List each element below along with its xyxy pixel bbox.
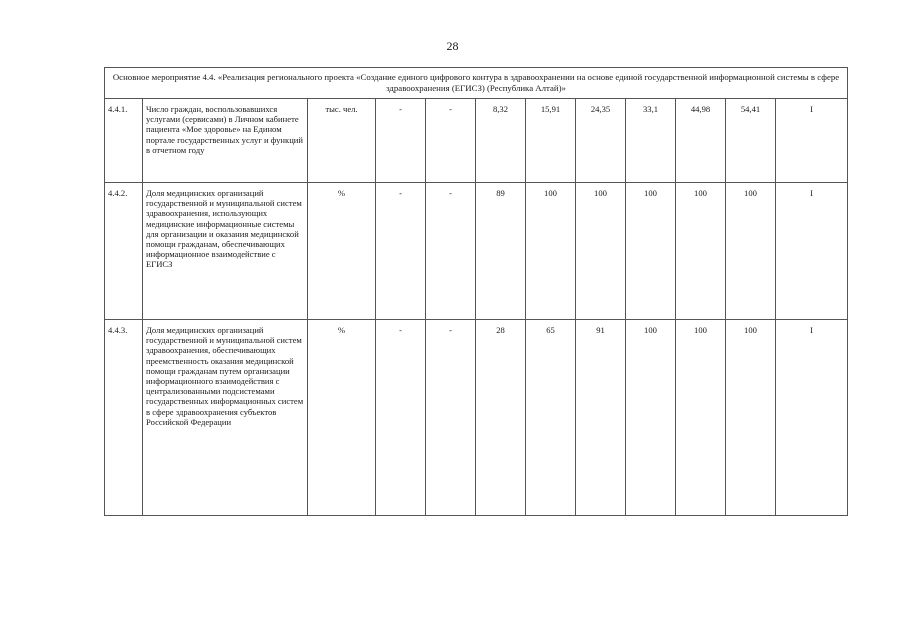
indicator-value: 15,91 bbox=[526, 99, 576, 183]
indicator-value: 44,98 bbox=[676, 99, 726, 183]
indicator-value: 100 bbox=[726, 320, 776, 516]
indicator-value: 8,32 bbox=[476, 99, 526, 183]
indicator-value: 89 bbox=[476, 183, 526, 320]
indicator-number: 4.4.1. bbox=[105, 99, 143, 183]
indicator-value: 100 bbox=[626, 183, 676, 320]
indicator-value: - bbox=[426, 99, 476, 183]
indicator-value: 91 bbox=[576, 320, 626, 516]
table-row bbox=[105, 99, 848, 183]
indicator-value: 28 bbox=[476, 320, 526, 516]
indicators-table bbox=[104, 67, 848, 516]
indicator-value: 100 bbox=[726, 183, 776, 320]
indicator-value: - bbox=[376, 99, 426, 183]
section-header: Основное мероприятие 4.4. «Реализация регионального проекта «Создание единого цифрового контура в здравоохранении на основе единой государственной информационной системы в сфере здравоохранения (ЕГИСЗ) (Республика Алтай)» bbox=[105, 68, 848, 99]
indicator-name: Число граждан, воспользовавшихся услугами (сервисами) в Личном кабинете пациента «Мое здоровье» на Едином портале государственных услуг и функций в отчетном году bbox=[143, 99, 308, 183]
indicator-unit: тыс. чел. bbox=[308, 99, 376, 183]
indicator-type: I bbox=[776, 99, 848, 183]
indicator-value: 100 bbox=[626, 320, 676, 516]
indicator-value: 100 bbox=[676, 183, 726, 320]
section-header-row bbox=[105, 68, 848, 99]
indicator-value: 33,1 bbox=[626, 99, 676, 183]
page-number: 28 bbox=[446, 39, 459, 53]
indicator-value: 54,41 bbox=[726, 99, 776, 183]
indicator-number: 4.4.3. bbox=[105, 320, 143, 516]
indicator-value: 65 bbox=[526, 320, 576, 516]
table-row bbox=[105, 183, 848, 320]
indicator-name: Доля медицинских организаций государственной и муниципальной систем здравоохранения, обеспечивающих преемственность оказания медицинской помощи гражданам путем организации информационного взаимодействия с централизованными подсистемами государственных информационных систем в сфере здравоохранения субъектов Российской Федерации bbox=[143, 320, 308, 516]
table-row bbox=[105, 320, 848, 516]
indicator-number: 4.4.2. bbox=[105, 183, 143, 320]
indicator-unit: % bbox=[308, 183, 376, 320]
indicator-value: 100 bbox=[526, 183, 576, 320]
indicator-type: I bbox=[776, 183, 848, 320]
indicator-value: - bbox=[376, 320, 426, 516]
indicator-unit: % bbox=[308, 320, 376, 516]
indicator-value: - bbox=[426, 320, 476, 516]
indicator-value: - bbox=[426, 183, 476, 320]
indicator-value: - bbox=[376, 183, 426, 320]
indicator-value: 24,35 bbox=[576, 99, 626, 183]
indicator-value: 100 bbox=[676, 320, 726, 516]
indicator-name: Доля медицинских организаций государственной и муниципальной систем здравоохранения, использующих медицинские информационные системы для организации и оказания медицинской помощи гражданам, обеспечивающих информационное взаимодействие с ЕГИСЗ bbox=[143, 183, 308, 320]
indicator-value: 100 bbox=[576, 183, 626, 320]
indicator-type: I bbox=[776, 320, 848, 516]
